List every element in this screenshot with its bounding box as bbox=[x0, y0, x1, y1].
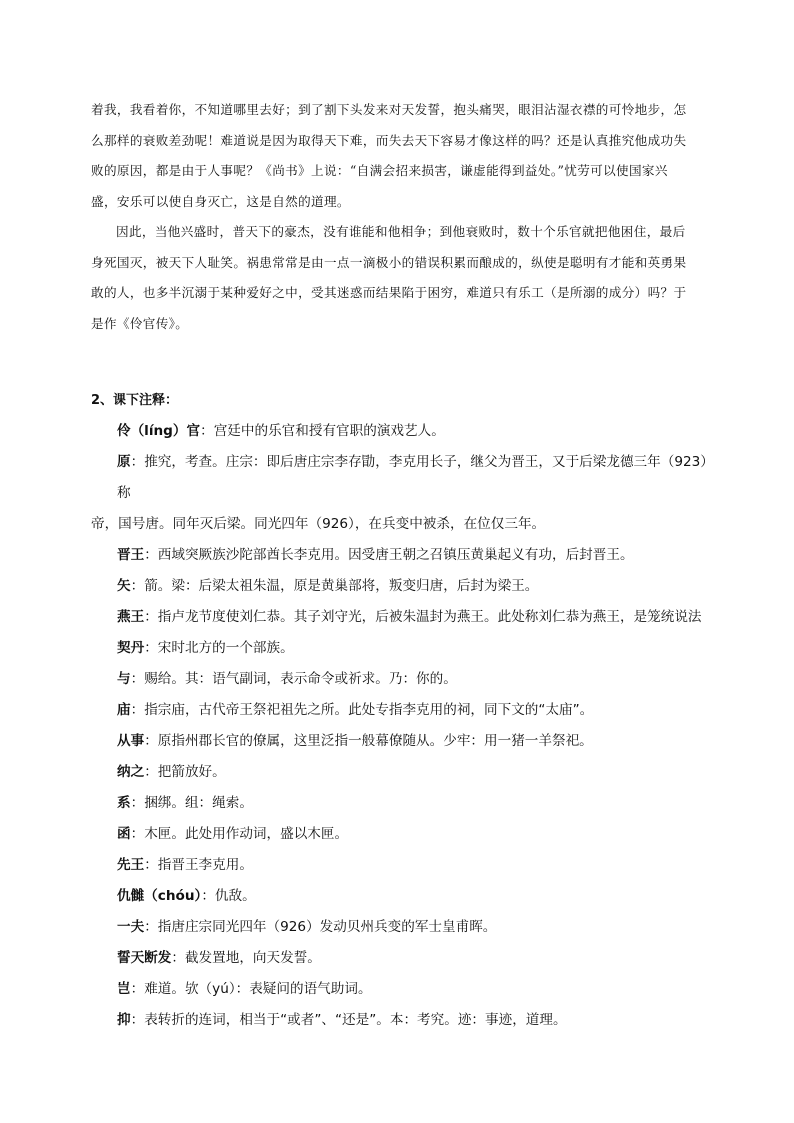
note-definition: 捆绑。组：绳索。 bbox=[144, 795, 253, 811]
note-definition: 宫廷中的乐官和授有官职的演戏艺人。 bbox=[213, 423, 445, 439]
translation-line: 败的原因，都是由于人事呢？《尚书》上说：“自满会招来损害，谦虚能得到益处。”忧劳可以使国家兴 bbox=[91, 163, 668, 178]
note-term: 纳之 bbox=[117, 764, 145, 780]
note-item bbox=[91, 633, 721, 664]
note-definition: 难道。欤（yú）：表疑问的语气助词。 bbox=[144, 981, 372, 997]
note-definition: 把箭放好。 bbox=[157, 764, 226, 780]
note-definition: 原指州郡长官的僚属，这里泛指一般幕僚随从。少牢：用一猪一羊祭祀。 bbox=[157, 733, 593, 749]
note-separator: ： bbox=[130, 671, 145, 687]
note-separator: ： bbox=[144, 919, 158, 935]
note-item bbox=[91, 695, 721, 726]
note-definition: 指卢龙节度使刘仁恭。其子刘守光，后被朱温封为燕王。此处称刘仁恭为燕王，是笼统说法 bbox=[157, 609, 702, 625]
note-definition: 赐给。其：语气副词，表示命令或祈求。乃：你的。 bbox=[144, 671, 457, 687]
note-item bbox=[91, 943, 721, 974]
note-term: 燕王 bbox=[117, 609, 145, 625]
note-separator: ： bbox=[144, 733, 158, 749]
note-item bbox=[91, 974, 721, 1005]
note-separator: ： bbox=[171, 950, 185, 966]
note-definition: 木匣。此处用作动词，盛以木匣。 bbox=[144, 826, 349, 842]
note-term: 与 bbox=[117, 671, 131, 687]
translation-line: 因此，当他兴盛时，普天下的豪杰，没有谁能和他相争；到他衰败时，数十个乐官就把他困住，最后 bbox=[116, 224, 686, 239]
note-item bbox=[91, 602, 721, 633]
note-item bbox=[91, 540, 721, 571]
note-separator: ： bbox=[144, 857, 158, 873]
note-item bbox=[91, 726, 721, 757]
translation-line: 是作《伶官传》。 bbox=[91, 315, 189, 331]
translation-line: 着我，我看着你，不知道哪里去好；到了割下头发来对天发誓，抱头痛哭，眼泪沾湿衣襟的可怜地步，怎 bbox=[91, 102, 687, 117]
note-definition: 西域突厥族沙陀部酋长李克用。因受唐王朝之召镇压黄巢起义有功，后封晋王。 bbox=[157, 547, 634, 563]
note-term: 誓天断发 bbox=[117, 950, 172, 966]
note-term: 晋王 bbox=[117, 547, 145, 563]
note-definition: 指宗庙，古代帝王祭祀祖先之所。此处专指李克用的祠，同下文的“太庙”。 bbox=[144, 702, 594, 718]
note-term: 庙 bbox=[117, 702, 131, 718]
note-item bbox=[91, 850, 721, 881]
note-separator: ： bbox=[130, 454, 145, 470]
note-term: 从事 bbox=[117, 733, 145, 749]
note-term: 先王 bbox=[117, 857, 145, 873]
translation-line: 盛，安乐可以使自身灭亡，这是自然的道理。 bbox=[91, 193, 350, 209]
note-separator: ： bbox=[130, 1012, 145, 1028]
translation-line: 敢的人，也多半沉溺于某种爱好之中，受其迷惑而结果陷于困穷，难道只有乐工（是所溺的成分）吗？于 bbox=[91, 285, 687, 300]
note-definition: 指唐庄宗同光四年（926）发动贝州兵变的军士皇甫晖。 bbox=[157, 919, 497, 935]
note-term: 伶（líng）官 bbox=[117, 423, 201, 439]
note-separator: ： bbox=[201, 888, 215, 904]
note-item bbox=[91, 664, 721, 695]
note-item bbox=[91, 1005, 721, 1036]
note-term: 契丹 bbox=[117, 640, 145, 656]
note-term: 岂 bbox=[117, 981, 131, 997]
note-item bbox=[91, 416, 721, 447]
note-definition: 截发置地，向天发誓。 bbox=[184, 950, 321, 966]
note-item bbox=[91, 881, 721, 912]
note-separator: ： bbox=[130, 826, 145, 842]
translation-line: 身死国灭，被天下人耻笑。祸患常常是由一点一滴极小的错误积累而酿成的，纵使是聪明有才能和英勇果 bbox=[91, 254, 687, 270]
note-term: 系 bbox=[117, 795, 131, 811]
note-term: 原 bbox=[117, 454, 131, 470]
note-separator: ： bbox=[144, 547, 158, 563]
note-item bbox=[91, 788, 721, 819]
note-term: 函 bbox=[117, 826, 131, 842]
notes-list bbox=[91, 416, 721, 1036]
note-term: 仇雠（chóu） bbox=[117, 888, 202, 904]
note-separator: ： bbox=[144, 640, 158, 656]
note-term: 矢 bbox=[117, 578, 131, 594]
note-definition: 表转折的连词，相当于“或者”、“还是”。本：考究。迹：事迹，道理。 bbox=[144, 1012, 567, 1028]
note-item bbox=[91, 447, 721, 509]
note-definition: 指晋王李克用。 bbox=[157, 857, 253, 873]
note-item bbox=[91, 757, 721, 788]
note-item bbox=[91, 912, 721, 943]
note-separator: ： bbox=[144, 609, 158, 625]
note-item bbox=[91, 819, 721, 850]
note-separator: ： bbox=[130, 702, 145, 718]
note-definition: 宋时北方的一个部族。 bbox=[157, 640, 294, 656]
note-definition: 箭。梁：后梁太祖朱温，原是黄巢部将，叛变归唐，后封为梁王。 bbox=[144, 578, 539, 594]
note-term: 抑 bbox=[117, 1012, 131, 1028]
note-separator: ： bbox=[130, 981, 145, 997]
note-definition: 仇敌。 bbox=[214, 888, 256, 904]
note-continuation: 帝，国号唐。同年灭后梁。同光四年（926），在兵变中被杀，在位仅三年。 bbox=[91, 516, 546, 532]
translation-line: 么那样的衰败差劲呢！难道说是因为取得天下难，而失去天下容易才像这样的吗？还是认真推究他成功失 bbox=[91, 132, 687, 148]
note-separator: ： bbox=[130, 578, 145, 594]
translation-section bbox=[91, 95, 721, 339]
note-term: 一夫 bbox=[117, 919, 145, 935]
note-separator: ： bbox=[144, 764, 158, 780]
note-item bbox=[91, 571, 721, 602]
notes-heading: 2、课下注释： bbox=[91, 393, 179, 408]
note-separator: ： bbox=[130, 795, 145, 811]
note-separator: ： bbox=[200, 423, 214, 439]
note-definition: 推究，考查。庄宗：即后唐庄宗李存勖，李克用长子，继父为晋王，又于后梁龙德三年（923）称 bbox=[117, 454, 714, 501]
